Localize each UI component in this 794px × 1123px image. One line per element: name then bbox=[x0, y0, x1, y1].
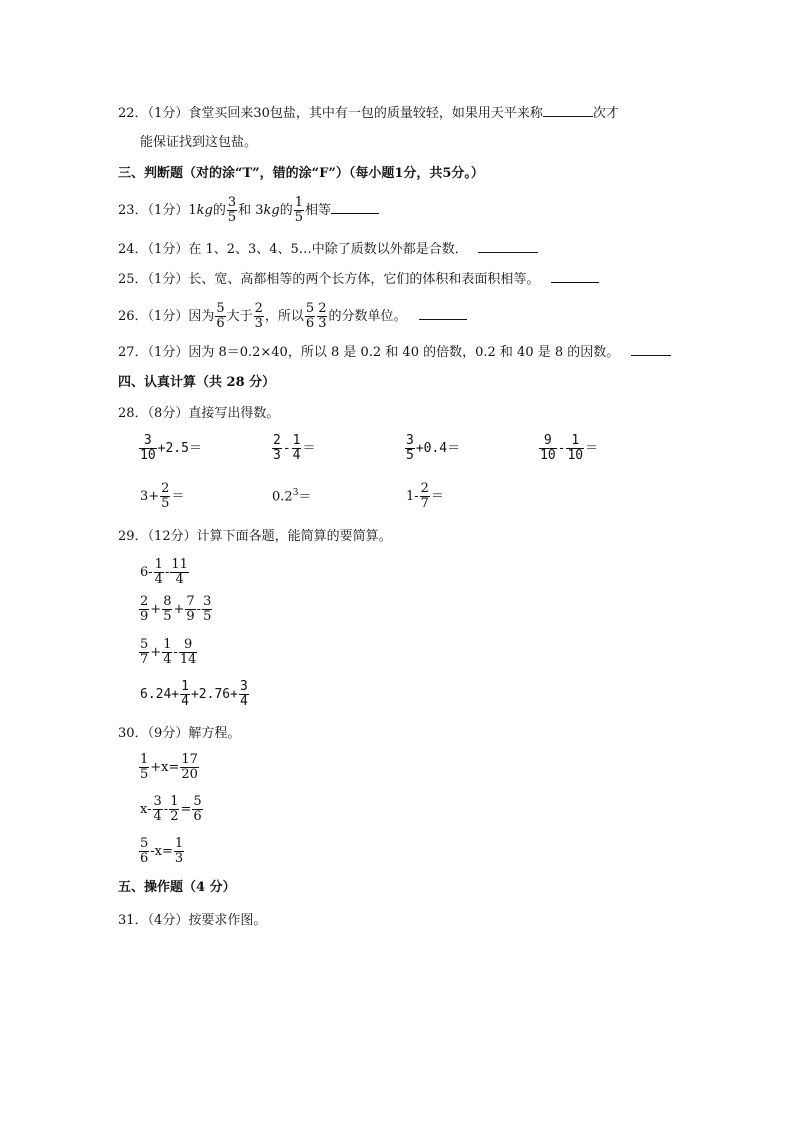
expression-28-7 bbox=[406, 482, 444, 511]
expression-28-1 bbox=[138, 434, 202, 463]
numerator: 5 bbox=[305, 301, 315, 316]
question-22 bbox=[118, 104, 619, 123]
expression-text: +2.76+ bbox=[190, 687, 238, 702]
expression-29-2 bbox=[138, 595, 213, 624]
denominator: 5 bbox=[406, 448, 414, 463]
expression-text: +0.4＝ bbox=[415, 441, 461, 456]
denominator: 3 bbox=[273, 448, 281, 463]
fraction bbox=[317, 302, 327, 331]
fraction bbox=[139, 837, 149, 866]
denominator: 5 bbox=[203, 609, 212, 624]
numerator: 8 bbox=[163, 594, 172, 609]
text: 大于 bbox=[226, 309, 253, 324]
denominator: 6 bbox=[193, 809, 202, 824]
text: ，所以 bbox=[264, 309, 304, 324]
numerator: 5 bbox=[140, 637, 149, 652]
fraction bbox=[566, 434, 584, 463]
fraction bbox=[162, 595, 172, 624]
fraction bbox=[179, 638, 198, 667]
operator: + bbox=[173, 602, 185, 617]
numerator: 1 bbox=[292, 433, 301, 448]
question-24 bbox=[118, 240, 538, 259]
denominator: 6 bbox=[216, 316, 225, 331]
expression-29-4 bbox=[140, 680, 250, 709]
denominator: 5 bbox=[227, 210, 237, 225]
question-text: 22．（1分）食堂买回来30包盐，其中有一包的质量较轻，如果用天平来称 bbox=[118, 106, 543, 121]
numerator: 1 bbox=[181, 679, 189, 694]
expression-text: +x= bbox=[150, 760, 180, 775]
numerator: 3 bbox=[203, 594, 212, 609]
question-31: 31．（4分）按要求作图。 bbox=[118, 913, 267, 928]
fraction bbox=[254, 302, 264, 331]
expression-text: ＝ bbox=[585, 441, 599, 456]
answer-blank[interactable] bbox=[419, 307, 467, 320]
fraction bbox=[294, 196, 304, 225]
denominator: 3 bbox=[318, 316, 327, 331]
fraction bbox=[292, 434, 302, 463]
fraction bbox=[139, 434, 157, 463]
denominator: 4 bbox=[175, 572, 184, 587]
denominator: 4 bbox=[239, 694, 248, 709]
question-29-title: 29．（12分）计算下面各题，能简算的要简算。 bbox=[118, 529, 392, 544]
answer-blank[interactable] bbox=[478, 240, 538, 253]
expression-text: 3+ bbox=[140, 489, 160, 504]
expression-text: x- bbox=[140, 802, 152, 817]
denominator: 5 bbox=[161, 496, 170, 511]
denominator: 3 bbox=[174, 851, 184, 866]
fraction bbox=[305, 302, 315, 331]
denominator: 10 bbox=[140, 448, 156, 463]
exponent: 3 bbox=[292, 488, 299, 498]
numerator: 1 bbox=[294, 195, 304, 210]
fraction bbox=[215, 302, 225, 331]
numerator: 5 bbox=[193, 794, 202, 809]
denominator: 4 bbox=[181, 694, 189, 709]
denominator: 5 bbox=[294, 210, 304, 225]
numerator: 3 bbox=[227, 195, 237, 210]
question-text: 24．（1分）在 1、2、3、4、5…中除了质数以外都是合数． bbox=[118, 242, 468, 257]
denominator: 6 bbox=[305, 316, 315, 331]
numerator: 3 bbox=[139, 434, 157, 449]
fraction bbox=[153, 795, 163, 824]
question-27 bbox=[118, 343, 671, 362]
fraction bbox=[160, 482, 170, 511]
expression-28-6 bbox=[272, 484, 311, 506]
question-30-title: 30．（9分）解方程。 bbox=[118, 726, 241, 741]
section-title-judgement: 三、判断题（对的涂“T”，错的涂“F”）（每小题1分，共5分。） bbox=[118, 166, 484, 181]
base: 0.2 bbox=[272, 489, 293, 505]
numerator: 1 bbox=[163, 637, 172, 652]
expression-29-3 bbox=[138, 638, 198, 667]
question-prefix: 23．（1分） bbox=[118, 203, 189, 218]
denominator: 20 bbox=[181, 767, 198, 782]
question-26 bbox=[118, 302, 467, 331]
fraction bbox=[420, 482, 430, 511]
text: 相等 bbox=[305, 203, 332, 218]
numerator: 9 bbox=[539, 434, 557, 449]
operator: - bbox=[163, 802, 169, 817]
numerator: 2 bbox=[318, 301, 327, 316]
equals-sign: = bbox=[180, 802, 192, 817]
denominator: 9 bbox=[186, 609, 195, 624]
numerator: 1 bbox=[170, 794, 179, 809]
expression-text: ＝ bbox=[171, 489, 185, 504]
section-title-operation: 五、操作题（4 分） bbox=[118, 880, 236, 895]
numerator: 1 bbox=[174, 836, 184, 851]
equation-30-3 bbox=[138, 837, 185, 866]
numerator: 1 bbox=[154, 557, 163, 572]
numerator: 3 bbox=[406, 433, 414, 448]
expression-text: 6.24+ bbox=[140, 687, 180, 702]
fraction bbox=[272, 434, 282, 463]
fraction bbox=[539, 434, 557, 463]
fraction bbox=[227, 196, 237, 225]
numerator: 2 bbox=[254, 301, 263, 316]
denominator: 5 bbox=[140, 767, 149, 782]
denominator: 7 bbox=[420, 496, 429, 511]
expression-text: ＝ bbox=[298, 489, 312, 505]
section-title-calculation: 四、认真计算（共 28 分） bbox=[118, 375, 276, 390]
question-text: 次才 bbox=[592, 106, 619, 121]
expression-text: ＝ bbox=[430, 489, 444, 504]
expression-text: 1- bbox=[406, 489, 419, 504]
denominator: 2 bbox=[170, 809, 179, 824]
operator: - bbox=[557, 441, 566, 456]
fraction bbox=[139, 638, 149, 667]
fraction bbox=[174, 837, 184, 866]
unit-kg: kg bbox=[196, 203, 213, 218]
denominator: 4 bbox=[153, 809, 162, 824]
fraction bbox=[405, 434, 415, 463]
expression-28-5 bbox=[140, 482, 184, 511]
denominator: 3 bbox=[254, 316, 263, 331]
numerator: 7 bbox=[186, 594, 195, 609]
unit-kg: kg bbox=[263, 203, 280, 218]
operator: - bbox=[164, 565, 170, 580]
fraction bbox=[139, 753, 149, 782]
denominator: 6 bbox=[140, 851, 149, 866]
equation-30-1 bbox=[138, 753, 200, 782]
expression-text: 6- bbox=[140, 565, 153, 580]
numerator: 5 bbox=[216, 301, 225, 316]
fraction bbox=[239, 680, 249, 709]
question-23 bbox=[118, 196, 379, 225]
fraction bbox=[202, 595, 212, 624]
numerator: 1 bbox=[140, 752, 149, 767]
numerator: 2 bbox=[273, 433, 281, 448]
denominator: 10 bbox=[540, 448, 556, 463]
question-prefix: 26．（1分）因为 bbox=[118, 309, 215, 324]
text: 的 bbox=[279, 203, 293, 218]
numerator: 1 bbox=[566, 434, 584, 449]
question-text: 25．（1分）长、宽、高都相等的两个长方体，它们的体积和表面积相等。 bbox=[118, 272, 540, 287]
answer-blank[interactable] bbox=[631, 343, 671, 356]
expression-28-3 bbox=[404, 434, 460, 463]
equation-30-2 bbox=[140, 795, 204, 824]
text: 的分数单位。 bbox=[328, 309, 407, 324]
numerator: 3 bbox=[153, 794, 162, 809]
answer-blank[interactable] bbox=[551, 270, 599, 283]
question-25 bbox=[118, 270, 599, 289]
operator: + bbox=[150, 602, 162, 617]
fraction bbox=[162, 638, 172, 667]
question-22-line2: 能保证找到这包盐。 bbox=[140, 135, 258, 150]
denominator: 9 bbox=[140, 609, 149, 624]
denominator: 4 bbox=[292, 448, 301, 463]
quantity: 1 bbox=[188, 203, 197, 218]
denominator: 14 bbox=[179, 652, 197, 667]
fraction bbox=[169, 795, 179, 824]
fraction bbox=[180, 753, 199, 782]
denominator: 7 bbox=[140, 652, 149, 667]
expression-text: +2.5＝ bbox=[157, 441, 202, 456]
text: 的 bbox=[212, 203, 226, 218]
numerator: 5 bbox=[140, 836, 149, 851]
fraction bbox=[180, 680, 190, 709]
denominator: 10 bbox=[567, 448, 584, 463]
question-text: 27．（1分）因为 8＝0.2×40，所以 8 是 0.2 和 40 的倍数，0.2 和 40 是 8 的因数。 bbox=[118, 345, 620, 360]
answer-blank[interactable] bbox=[331, 201, 379, 214]
numerator: 9 bbox=[179, 638, 198, 653]
denominator: 4 bbox=[154, 572, 163, 587]
numerator: 17 bbox=[181, 752, 198, 767]
question-28-title: 28．（8分）直接写出得数。 bbox=[118, 406, 280, 421]
fraction bbox=[170, 558, 189, 587]
operator: - bbox=[282, 441, 291, 456]
operator: - bbox=[173, 645, 178, 660]
denominator: 4 bbox=[163, 652, 172, 667]
numerator: 2 bbox=[420, 481, 429, 496]
answer-blank[interactable] bbox=[543, 104, 593, 117]
fraction bbox=[192, 795, 202, 824]
operator: + bbox=[150, 645, 162, 660]
fraction bbox=[139, 595, 149, 624]
expression-28-4 bbox=[538, 434, 598, 463]
expression-29-1 bbox=[140, 558, 190, 587]
numerator: 3 bbox=[239, 679, 248, 694]
denominator: 5 bbox=[163, 609, 172, 624]
numerator: 11 bbox=[171, 557, 188, 572]
fraction bbox=[185, 595, 195, 624]
numerator: 2 bbox=[140, 594, 149, 609]
numerator: 2 bbox=[161, 481, 170, 496]
operator: - bbox=[196, 602, 202, 617]
fraction bbox=[154, 558, 164, 587]
text: 和 3 bbox=[238, 203, 264, 218]
expression-28-2 bbox=[271, 434, 316, 463]
expression-text: ＝ bbox=[302, 441, 316, 456]
expression-text: -x= bbox=[150, 844, 173, 859]
